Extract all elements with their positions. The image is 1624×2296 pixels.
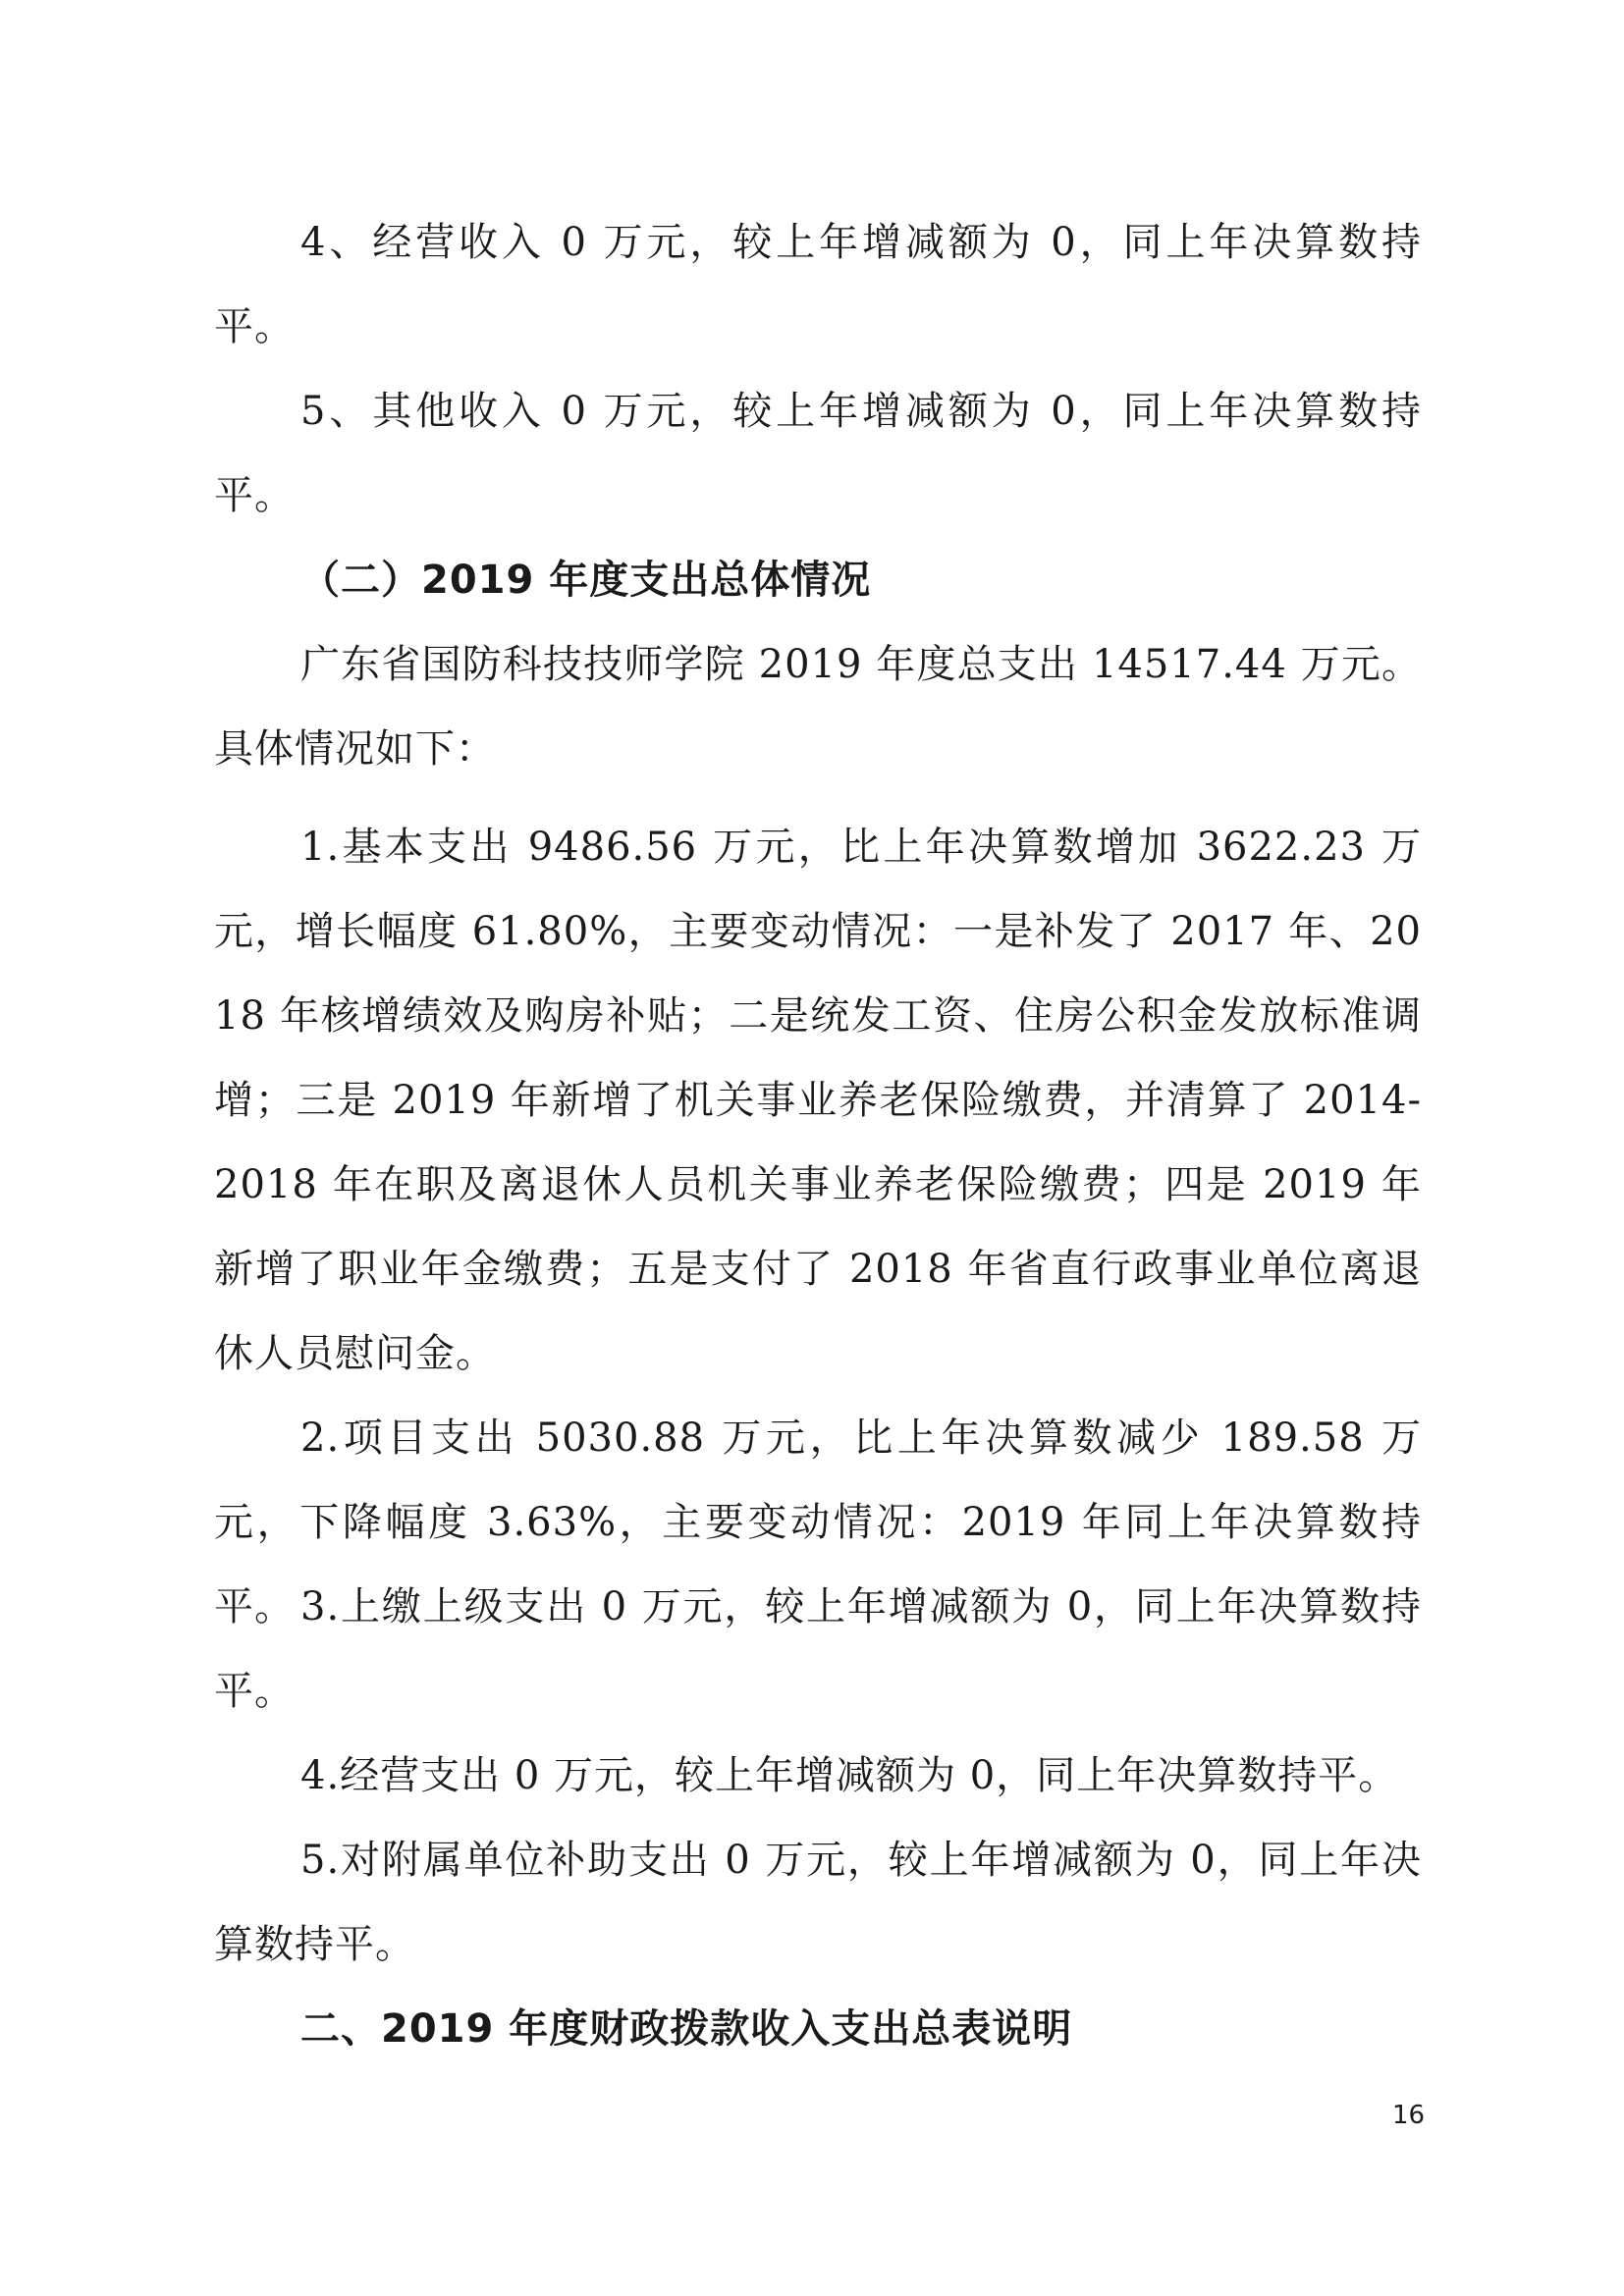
paragraph-total-expenditure: 广东省国防科技技师学院 2019 年度总支出 14517.44 万元。具体情况如下： xyxy=(214,642,1422,772)
paragraph-subsidiary-subsidy: 5.对附属单位补助支出 0 万元，较上年增减额为 0，同上年决算数持平。 xyxy=(214,1838,1422,1967)
section-heading-fiscal-appropriation: 二、2019 年度财政拨款收入支出总表说明 xyxy=(300,2006,1073,2052)
paragraph-project-expenditure: 2.项目支出 5030.88 万元，比上年决算数减少 189.58 万元，下降幅度 3.63%，主要变动情况：2019 年同上年决算数持平。 xyxy=(214,1415,1422,1629)
paragraph-operating-income: 4、经营收入 0 万元，较上年增减额为 0，同上年决算数持平。 xyxy=(214,220,1422,349)
section-heading-expenditure-overview: （二）2019 年度支出总体情况 xyxy=(300,558,872,603)
paragraph-operating-expenditure: 4.经营支出 0 万元，较上年增减额为 0，同上年决算数持平。 xyxy=(300,1753,1399,1798)
paragraph-basic-expenditure: 1.基本支出 9486.56 万元，比上年决算数增加 3622.23 万元，增长幅度 61.80%，主要变动情况：一是补发了 2017 年、2018 年核增绩效及购房补贴；二是统发工资、住房公积金发放标准调增；三是 2019 年新增了机关事业养老保险缴费，并清算了 2014-2018 年在职及离退休人员机关事业养老保险缴费；四是 2019 年新增了职业年金缴费；五是支付了 2018 年省直行政事业单位离退休人员慰问金。 xyxy=(214,825,1422,1376)
page-number: 16 xyxy=(1392,2101,1426,2130)
paragraph-remittance-expenditure: 3.上缴上级支出 0 万元，较上年增减额为 0，同上年决算数持平。 xyxy=(214,1584,1422,1714)
paragraph-other-income: 5、其他收入 0 万元，较上年增减额为 0，同上年决算数持平。 xyxy=(214,389,1422,518)
